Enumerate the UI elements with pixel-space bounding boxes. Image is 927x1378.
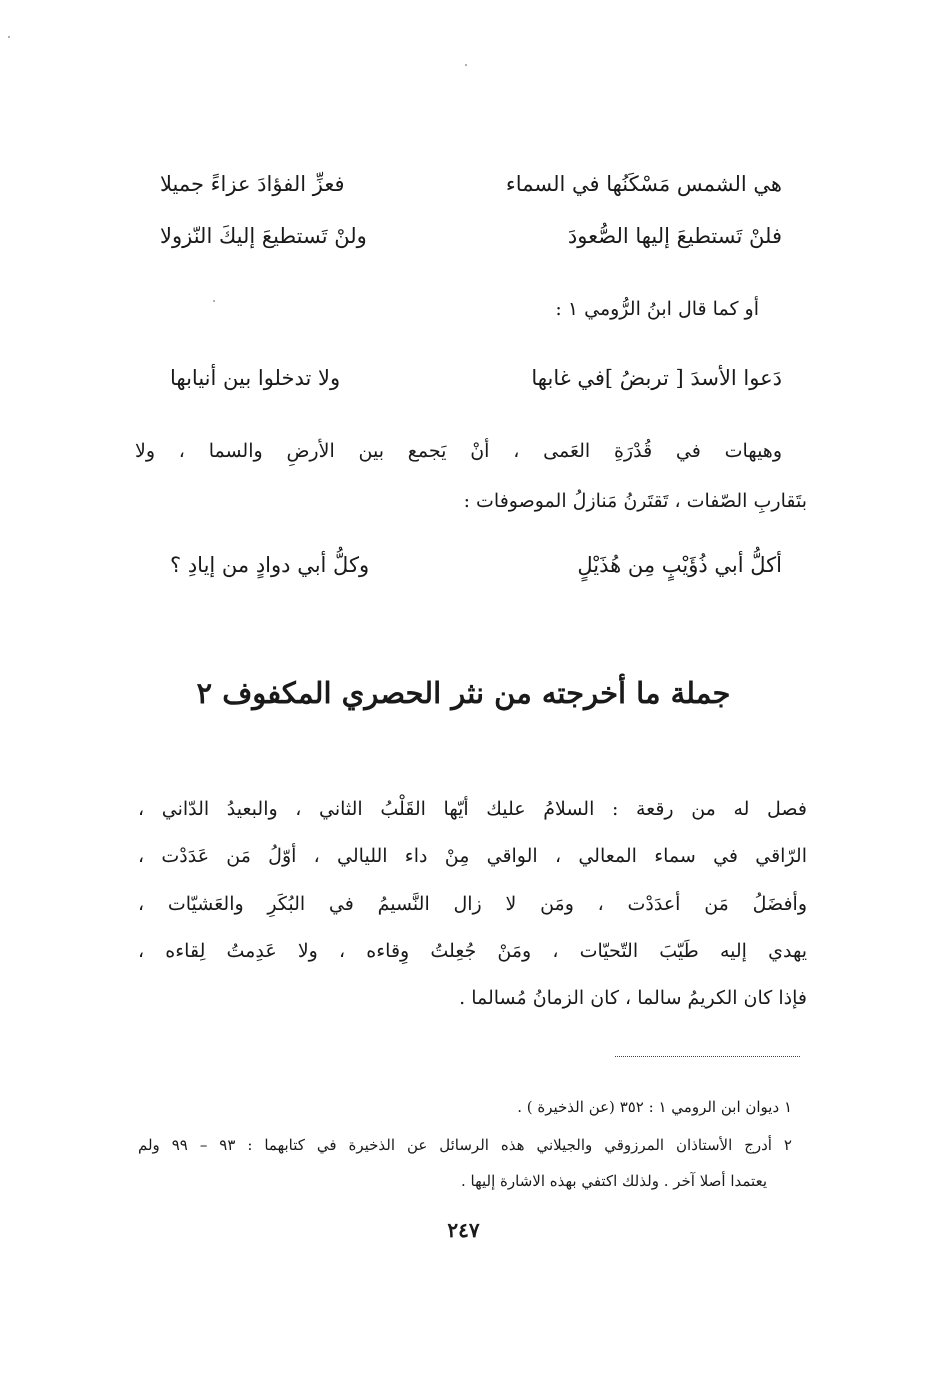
section-heading: جملة ما أخرجته من نثر الحصري المكفوف ٢ bbox=[196, 676, 731, 710]
footnote-2-line-1: ٢ أدرج الأستاذان المرزوقي والجيلاني هذه الرسائل عن الذخيرة في كتابهما : ٩٣ – ٩٩ ولم bbox=[138, 1136, 792, 1154]
paragraph-1-line-2: بتَقاربِ الصّفات ، تَقتَرنُ مَنازلُ الموصوفات : bbox=[463, 490, 807, 512]
poem-1-line-1-right-hemistich: هي الشمس مَسْكَنُها في السماء bbox=[505, 172, 782, 196]
footnote-separator bbox=[615, 1056, 800, 1057]
paragraph-2-line-4: يهدي إليه طَيّبَ التّحيّات ، ومَنْ جُعِلتُ وِقاءه ، ولا عَدِمتُ لِقاءه ، bbox=[138, 940, 807, 962]
paragraph-2-line-1: فصل له من رقعة : السلامُ عليك أيّها القَلْبُ الثاني ، والبعيدُ الدّاني ، bbox=[138, 798, 807, 820]
footnote-2-line-2: يعتمدا أصلا آخر . ولذلك اكتفي بهذه الاشارة إليها . bbox=[460, 1172, 767, 1190]
page-number: ٢٤٧ bbox=[447, 1218, 480, 1242]
poem-3-right-hemistich: أكلُّ أبي ذُؤَيْبٍ مِن هُذَيْلٍ bbox=[577, 553, 782, 577]
poem-1-line-2-right-hemistich: فلنْ تَستطيعَ إليها الصُّعودَ bbox=[567, 224, 782, 248]
poem-2-intro: أو كما قال ابنُ الرُّومي ١ : bbox=[555, 298, 759, 320]
poem-2-left-hemistich: ولا تدخلوا بين أنيابها bbox=[170, 366, 341, 390]
poem-3-left-hemistich: وكلُّ أبي دوادٍ من إيادِ ؟ bbox=[170, 553, 370, 577]
poem-1-line-1-left-hemistich: فعزِّ الفؤادَ عزاءً جميلا bbox=[160, 172, 345, 196]
paragraph-2-line-3: وأفضَلُ مَن أعدَدْت ، ومَن لا زال النَّسيمُ في البُكَرِ والعَشيّات ، bbox=[138, 893, 807, 915]
poem-1-line-2-left-hemistich: ولنْ تَستطيعَ إليكَ النّزولا bbox=[160, 224, 367, 248]
footnote-1: ١ ديوان ابن الرومي ١ : ٣٥٢ (عن الذخيرة ) . bbox=[517, 1098, 792, 1116]
poem-2-right-hemistich: دَعوا الأسدَ [ تربضُ ]في غابها bbox=[531, 366, 782, 390]
paragraph-2-line-2: الرّاقي في سماء المعالي ، الواقي مِنْ داء الليالي ، أوّلُ مَن عَدَدْت ، bbox=[138, 845, 807, 867]
paragraph-1-line-1: وهيهات في قُدْرَةِ العَمى ، أنْ يَجمع بين الأرضِ والسما ، ولا bbox=[135, 440, 782, 462]
paragraph-2-line-5: فإذا كان الكريمُ سالما ، كان الزمانُ مُسالما . bbox=[459, 987, 807, 1009]
